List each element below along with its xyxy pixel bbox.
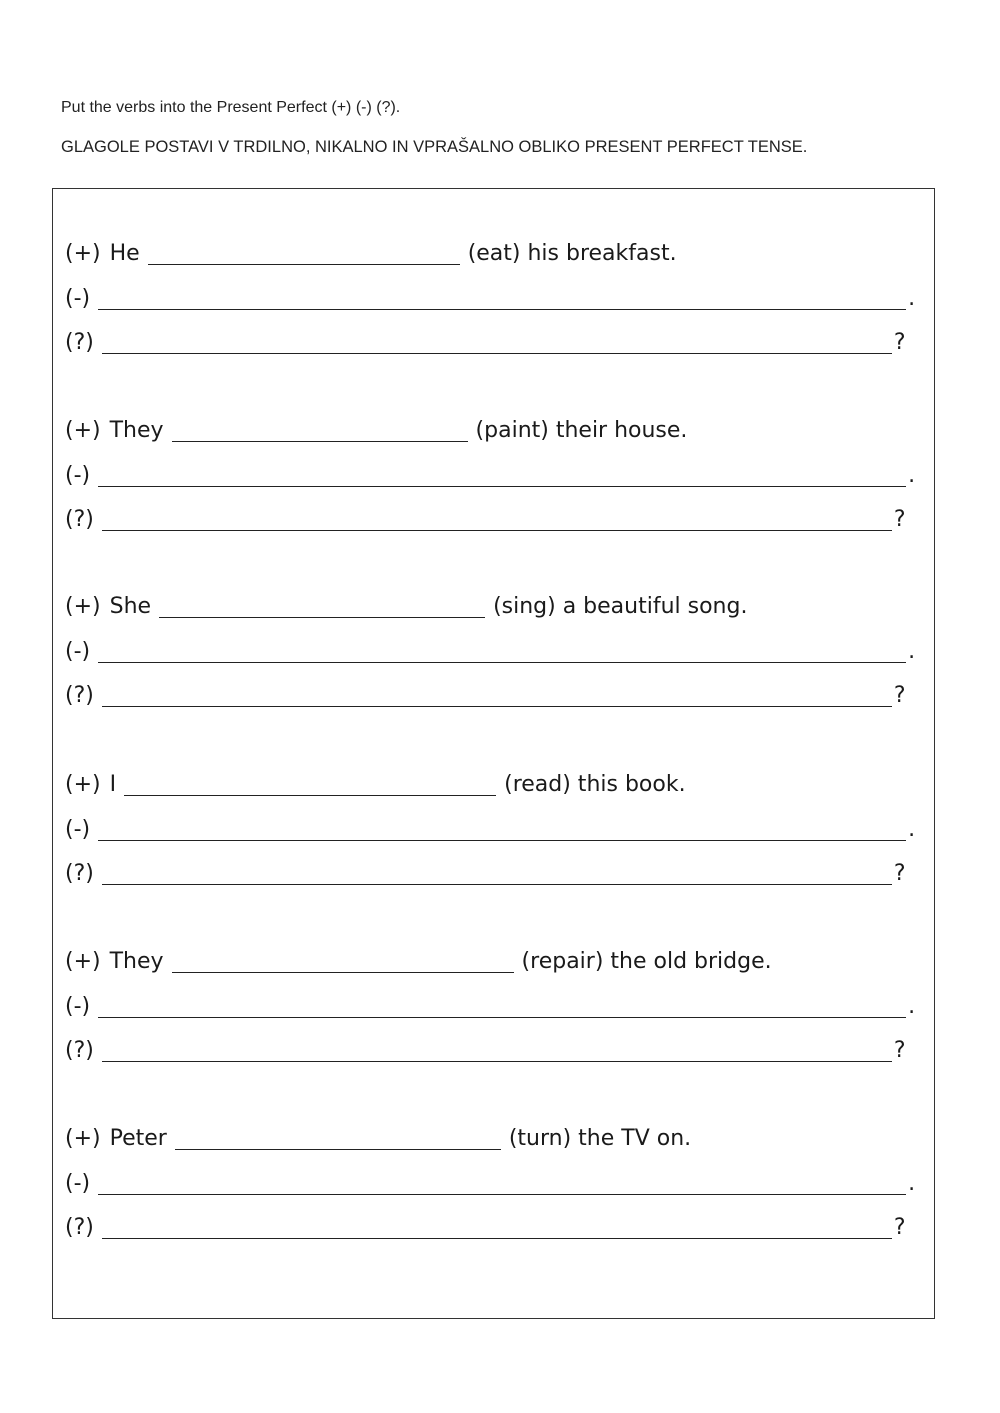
negative-answer-blank[interactable] <box>98 287 906 310</box>
subject: They <box>109 418 164 443</box>
negative-answer-blank[interactable] <box>98 1172 906 1195</box>
negative-marker: (-) <box>65 817 91 842</box>
negative-sentence <box>65 1169 920 1199</box>
negative-answer-blank[interactable] <box>98 464 906 487</box>
question-marker: (?) <box>65 1038 94 1063</box>
question-sentence <box>65 859 920 889</box>
question-sentence <box>65 328 920 358</box>
question-sentence <box>65 1036 920 1066</box>
subject: Peter <box>109 1126 167 1151</box>
positive-sentence <box>65 947 920 977</box>
instruction-line-slovene: GLAGOLE POSTAVI V TRDILNO, NIKALNO IN VPRAŠALNO OBLIKO PRESENT PERFECT TENSE. <box>61 138 808 156</box>
subject: They <box>109 949 164 974</box>
question-sentence <box>65 1213 920 1243</box>
negative-answer-blank[interactable] <box>98 640 906 663</box>
verb-prompt: (sing) a beautiful song. <box>493 594 748 619</box>
negative-sentence <box>65 815 920 845</box>
question-sentence <box>65 681 920 711</box>
verb-prompt: (read) this book. <box>504 772 686 797</box>
question-marker: (?) <box>65 1215 94 1240</box>
positive-marker: (+) <box>65 1126 101 1151</box>
negative-sentence <box>65 637 920 667</box>
question-answer-blank[interactable] <box>102 862 892 885</box>
verb-blank[interactable] <box>159 595 485 618</box>
positive-sentence <box>65 1124 920 1154</box>
positive-marker: (+) <box>65 594 101 619</box>
negative-answer-blank[interactable] <box>98 818 906 841</box>
question-answer-blank[interactable] <box>102 1216 892 1239</box>
question-mark: ? <box>893 1215 906 1240</box>
verb-blank[interactable] <box>124 773 496 796</box>
negative-marker: (-) <box>65 1171 91 1196</box>
question-answer-blank[interactable] <box>102 1039 892 1062</box>
verb-blank[interactable] <box>175 1127 501 1150</box>
subject: I <box>109 772 117 797</box>
question-mark: ? <box>893 683 906 708</box>
question-marker: (?) <box>65 861 94 886</box>
verb-prompt: (eat) his breakfast. <box>467 241 677 266</box>
verb-prompt: (repair) the old bridge. <box>521 949 772 974</box>
positive-sentence <box>65 770 920 800</box>
period-mark: . <box>908 1171 916 1196</box>
positive-marker: (+) <box>65 418 101 443</box>
question-answer-blank[interactable] <box>102 684 892 707</box>
period-mark: . <box>908 639 916 664</box>
negative-sentence <box>65 992 920 1022</box>
question-marker: (?) <box>65 683 94 708</box>
period-mark: . <box>908 994 916 1019</box>
negative-marker: (-) <box>65 286 91 311</box>
positive-marker: (+) <box>65 241 101 266</box>
negative-answer-blank[interactable] <box>98 995 906 1018</box>
question-mark: ? <box>893 507 906 532</box>
question-sentence <box>65 505 920 535</box>
period-mark: . <box>908 463 916 488</box>
positive-marker: (+) <box>65 949 101 974</box>
negative-marker: (-) <box>65 994 91 1019</box>
question-answer-blank[interactable] <box>102 508 892 531</box>
negative-sentence <box>65 284 920 314</box>
verb-blank[interactable] <box>172 950 514 973</box>
positive-sentence <box>65 239 920 269</box>
period-mark: . <box>908 817 916 842</box>
verb-blank[interactable] <box>148 242 460 265</box>
subject: He <box>109 241 140 266</box>
question-marker: (?) <box>65 507 94 532</box>
negative-marker: (-) <box>65 639 91 664</box>
positive-sentence <box>65 416 920 446</box>
negative-sentence <box>65 461 920 491</box>
positive-marker: (+) <box>65 772 101 797</box>
positive-sentence <box>65 592 920 622</box>
verb-prompt: (paint) their house. <box>475 418 688 443</box>
question-answer-blank[interactable] <box>102 331 892 354</box>
verb-prompt: (turn) the TV on. <box>508 1126 692 1151</box>
question-marker: (?) <box>65 330 94 355</box>
verb-blank[interactable] <box>172 419 468 442</box>
instruction-line-english: Put the verbs into the Present Perfect (+) (-) (?). <box>61 99 401 116</box>
subject: She <box>109 594 152 619</box>
negative-marker: (-) <box>65 463 91 488</box>
question-mark: ? <box>893 861 906 886</box>
question-mark: ? <box>893 1038 906 1063</box>
question-mark: ? <box>893 330 906 355</box>
period-mark: . <box>908 286 916 311</box>
